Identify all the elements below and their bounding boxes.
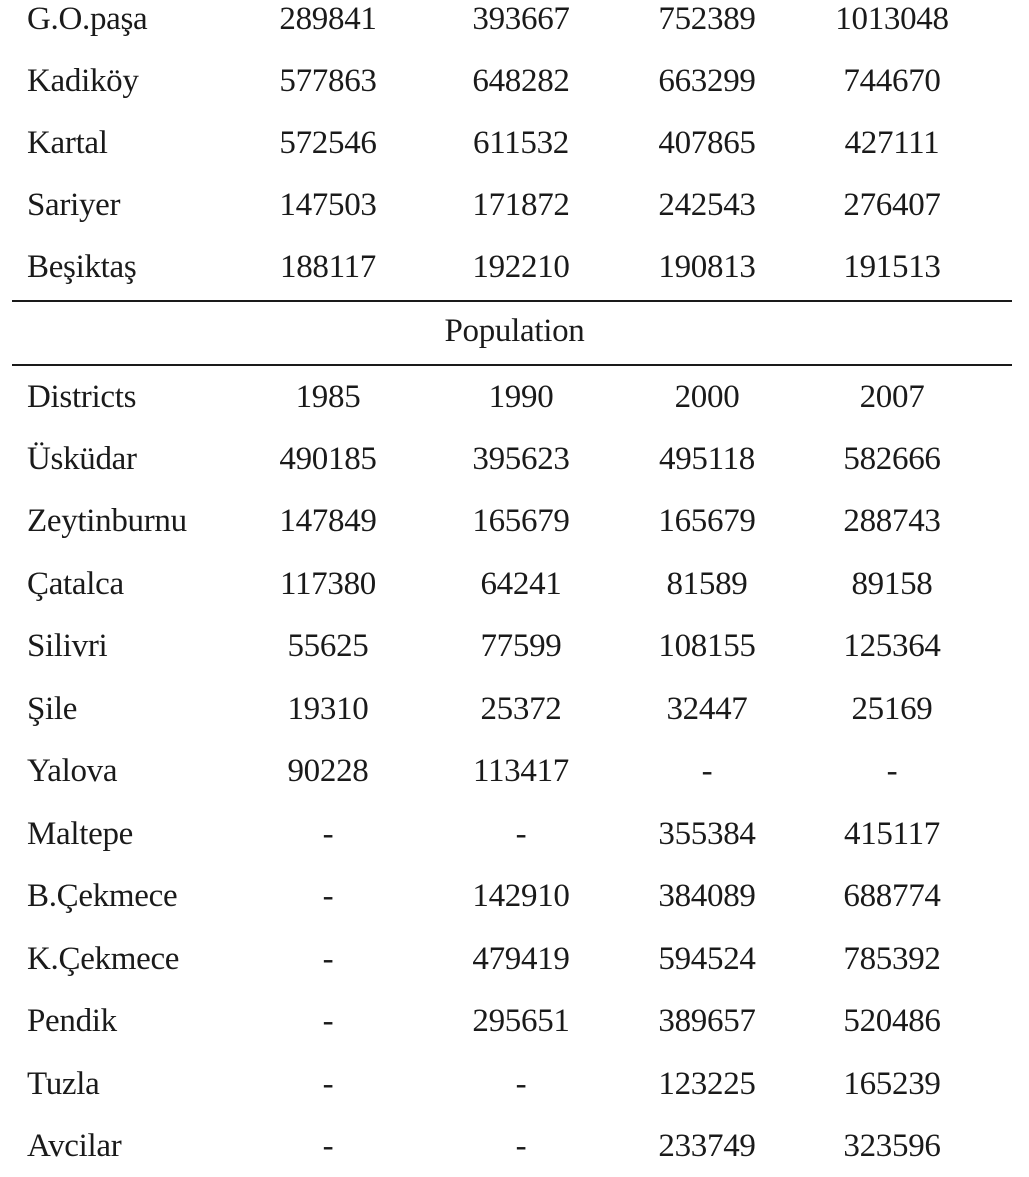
- value-cell: 611532: [473, 125, 569, 161]
- value-cell: -: [515, 1066, 527, 1102]
- value-cell: 752389: [658, 1, 756, 37]
- value-cell: 323596: [843, 1128, 941, 1164]
- district-name: G.O.paşa: [27, 1, 148, 37]
- value-cell: 242543: [658, 187, 756, 223]
- table-row: [0, 112, 1029, 174]
- value-cell: 165679: [472, 503, 570, 539]
- district-name: Avcilar: [27, 1128, 122, 1164]
- value-cell: 142910: [472, 878, 570, 914]
- district-name: Pendik: [27, 1003, 117, 1039]
- column-header-2000: 2000: [674, 379, 740, 415]
- table-row: [0, 803, 1029, 865]
- value-cell: 190813: [658, 249, 756, 285]
- value-cell: 25372: [480, 691, 562, 727]
- value-cell: 393667: [472, 1, 570, 37]
- value-cell: 577863: [279, 63, 377, 99]
- district-name: K.Çekmece: [27, 941, 180, 977]
- value-cell: 64241: [480, 566, 562, 602]
- value-cell: 594524: [658, 941, 756, 977]
- value-cell: 77599: [480, 628, 562, 664]
- value-cell: 1013048: [835, 1, 949, 37]
- value-cell: 427111: [844, 125, 940, 161]
- district-name: B.Çekmece: [27, 878, 178, 914]
- value-cell: 572546: [279, 125, 377, 161]
- value-cell: 785392: [843, 941, 941, 977]
- district-name: Sariyer: [27, 187, 121, 223]
- column-header-1990: 1990: [488, 379, 554, 415]
- value-cell: 108155: [658, 628, 756, 664]
- value-cell: -: [515, 1128, 527, 1164]
- value-cell: 688774: [843, 878, 941, 914]
- table-row: [0, 236, 1029, 298]
- value-cell: -: [322, 878, 334, 914]
- value-cell: 113417: [473, 753, 569, 789]
- value-cell: 289841: [279, 1, 377, 37]
- value-cell: 147849: [279, 503, 377, 539]
- column-header-1985: 1985: [295, 379, 361, 415]
- district-name: Kartal: [27, 125, 108, 161]
- value-cell: -: [322, 1003, 334, 1039]
- value-cell: 90228: [287, 753, 369, 789]
- value-cell: 415117: [844, 816, 940, 852]
- table-row: [0, 1115, 1029, 1177]
- table-header-row: [0, 366, 1029, 428]
- value-cell: 744670: [843, 63, 941, 99]
- value-cell: -: [515, 816, 527, 852]
- value-cell: 125364: [843, 628, 941, 664]
- value-cell: 520486: [843, 1003, 941, 1039]
- table-row: [0, 490, 1029, 552]
- section-heading: Population: [444, 313, 585, 349]
- district-name: Yalova: [27, 753, 118, 789]
- value-cell: 32447: [666, 691, 748, 727]
- district-name: Üsküdar: [27, 441, 137, 477]
- value-cell: -: [701, 753, 713, 789]
- table-row: [0, 428, 1029, 490]
- value-cell: 55625: [287, 628, 369, 664]
- column-header-districts: Districts: [27, 379, 137, 415]
- value-cell: 123225: [658, 1066, 756, 1102]
- value-cell: 165679: [658, 503, 756, 539]
- table-row: [0, 865, 1029, 927]
- column-header-2007: 2007: [859, 379, 925, 415]
- table-row: [0, 740, 1029, 802]
- table-row: [0, 50, 1029, 112]
- value-cell: 355384: [658, 816, 756, 852]
- district-name: Şile: [27, 691, 78, 727]
- value-cell: 81589: [666, 566, 748, 602]
- value-cell: 147503: [279, 187, 377, 223]
- district-name: Kadiköy: [27, 63, 139, 99]
- table-row: [0, 615, 1029, 677]
- district-name: Çatalca: [27, 566, 124, 602]
- value-cell: 663299: [658, 63, 756, 99]
- value-cell: 89158: [851, 566, 933, 602]
- value-cell: 25169: [851, 691, 933, 727]
- value-cell: -: [322, 816, 334, 852]
- value-cell: 648282: [472, 63, 570, 99]
- table-row: [0, 678, 1029, 740]
- value-cell: 19310: [287, 691, 369, 727]
- table-row: [0, 553, 1029, 615]
- value-cell: 191513: [843, 249, 941, 285]
- value-cell: 171872: [472, 187, 570, 223]
- value-cell: 495118: [659, 441, 755, 477]
- value-cell: -: [322, 1128, 334, 1164]
- value-cell: 479419: [472, 941, 570, 977]
- value-cell: 384089: [658, 878, 756, 914]
- value-cell: 490185: [279, 441, 377, 477]
- table-row: [0, 928, 1029, 990]
- value-cell: 276407: [843, 187, 941, 223]
- value-cell: 192210: [472, 249, 570, 285]
- value-cell: 407865: [658, 125, 756, 161]
- value-cell: -: [322, 941, 334, 977]
- value-cell: 165239: [843, 1066, 941, 1102]
- value-cell: -: [322, 1066, 334, 1102]
- table-row: [0, 990, 1029, 1052]
- table-row: [0, 174, 1029, 236]
- district-name: Tuzla: [27, 1066, 100, 1102]
- table-row: [0, 0, 1029, 50]
- value-cell: 117380: [280, 566, 376, 602]
- district-name: Zeytinburnu: [27, 503, 187, 539]
- district-name: Beşiktaş: [27, 249, 137, 285]
- district-name: Maltepe: [27, 816, 134, 852]
- district-name: Silivri: [27, 628, 108, 664]
- value-cell: 389657: [658, 1003, 756, 1039]
- value-cell: -: [886, 753, 898, 789]
- value-cell: 582666: [843, 441, 941, 477]
- value-cell: 288743: [843, 503, 941, 539]
- table-row: [0, 1053, 1029, 1115]
- value-cell: 395623: [472, 441, 570, 477]
- value-cell: 233749: [658, 1128, 756, 1164]
- value-cell: 188117: [280, 249, 376, 285]
- value-cell: 295651: [472, 1003, 570, 1039]
